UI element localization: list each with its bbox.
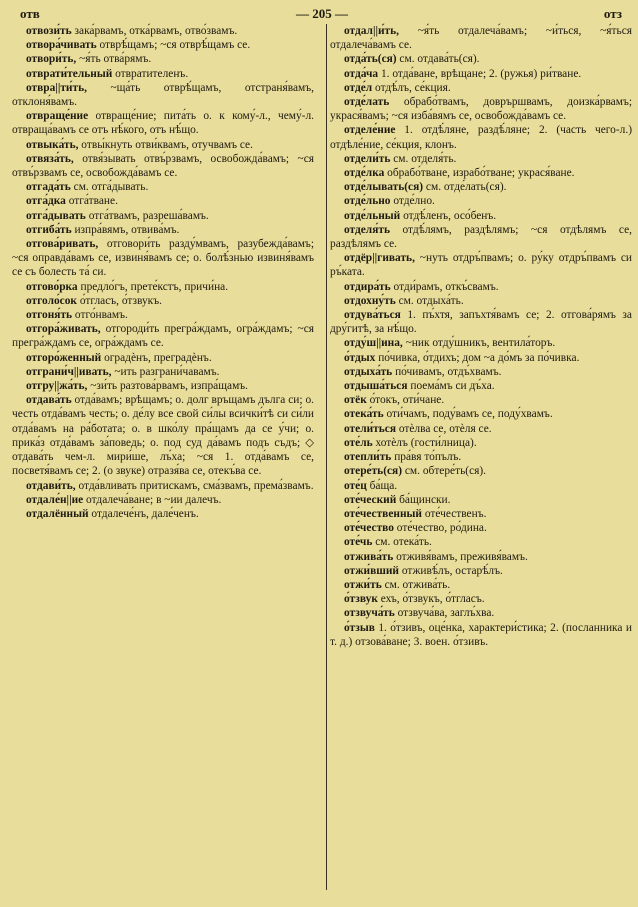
- dictionary-entry: отвяза́ть, отвя́зывать отвъ́рзвамъ, освобожда́вамъ; ~ся отвъ́рзвамъ се, освобожда́вамъ се.: [12, 152, 314, 180]
- dictionary-entry: отвраще́ние отвраще́ние; пита́ть о. к кому́-л., чему́-л. отвраща́вамъ се отъ нѣ́кого, отъ нѣ́що.: [12, 110, 314, 137]
- dictionary-entry: отдели́ть см. отделя́ть.: [344, 152, 457, 165]
- dictionary-entry: отели́ться отѐлва се, отѐля се.: [344, 422, 492, 435]
- dictionary-entry: оте́чественный оте́чественъ.: [344, 507, 487, 520]
- dictionary-entry: отгора́живать, отгороди́ть прегра́ждамъ, огра́ждамъ; ~ся прегра́ждамъ се, огра́ждамъ се.: [12, 323, 314, 350]
- dictionary-entry: отгоро́женный оградѐнъ, преградѐнъ.: [26, 351, 212, 364]
- dictionary-entry: отдохну́ть см. отдыха́ть.: [344, 294, 464, 307]
- dictionary-entry: отграни́ч||ивать, ~ить разграни́чавамъ.: [26, 365, 220, 378]
- dictionary-entry: отде́льно отде́лно.: [344, 195, 435, 208]
- header-right-guideword: отз: [603, 6, 622, 21]
- dictionary-entry: отгада́ть см. отга́дывать.: [26, 181, 149, 194]
- dictionary-entry: отде́лывать(ся) см. отде́лать(ся).: [344, 181, 507, 194]
- page-header: [12, 4, 632, 24]
- dictionary-entry: отдава́ть отда́вамъ; врѣщамъ; о. долг връщамъ дълга си; о. честь отда́вамъ честь; о. де́лу все свой си́лы всички́тѣ си си́ли отда́вамъ на ра́ботата; о. в шко́лу пра́щамъ да се у́чи; о. прика́з отда́вамъ за́поведь; о. под суд да́вамъ подъ съдъ; ◇ отдава́ть чем-л. мири́ше, лъ́ха; ~ся 1. отда́вамъ се, посветя́вамъ се; 2. (о звуке) отразя́ва се, отекъ́ва се.: [12, 394, 314, 478]
- columns: [12, 24, 632, 649]
- dictionary-entry: отдёр||гивать, ~нуть отдръ́пвамъ; о. ру́ку отдръ́пвамъ си ръ́ката.: [330, 252, 632, 279]
- dictionary-entry: отду́ш||ина, ~ник отду́шникъ, вентила́торъ.: [344, 337, 556, 350]
- dictionary-entry: отгру||жа́ть, ~зи́ть разтова́рвамъ, изпра́щамъ.: [26, 380, 249, 393]
- dictionary-entry: отда́ча 1. отда́ване, врѣщане; 2. (ружья) ри́тване.: [344, 67, 582, 80]
- dictionary-entry: отепли́ть пра́вя то́пълъ.: [344, 451, 462, 464]
- dictionary-entry: отделе́ние 1. отдѣ́ляне, раздѣ́ляне; 2. (часть чего-л.) отдѣле́ние, се́кция, клонъ.: [330, 124, 632, 151]
- dictionary-entry: отда́ть(ся) см. отдава́ть(ся).: [344, 53, 480, 66]
- dictionary-entry: отгово́рка предло́гъ, прете́кстъ, причи́на.: [26, 280, 229, 293]
- dictionary-entry: о́тзвук ехъ, о́тзвукъ, о́тгласъ.: [344, 593, 485, 606]
- dictionary-entry: отде́льный отдѣ́ленъ, осо́бенъ.: [344, 209, 497, 222]
- dictionary-entry: отга́дка отга́тване.: [26, 195, 118, 208]
- dictionary-entry: отжива́ть отживя́вамъ, преживя́вамъ.: [344, 550, 528, 563]
- dictionary-entry: отека́ть оти́чамъ, поду́вамъ се, поду́хвамъ.: [344, 408, 553, 421]
- dictionary-entry: отжи́ть см. отжива́ть.: [344, 578, 451, 591]
- dictionary-entry: отдыха́ть по́чивамъ, отдъ́хвамъ.: [344, 365, 502, 378]
- dictionary-entry: отвыка́ть, отвы́кнуть отви́квамъ, отучвамъ се.: [26, 138, 253, 151]
- dictionary-entry: о́тдых по́чивка, о́тдихъ; дом ~а до́мъ за по́чивка.: [344, 351, 580, 364]
- dictionary-entry: отдал||и́ть, ~я́ть отдалеча́вамъ; ~и́ться, ~я́ться отдалеча́вамъ се.: [330, 25, 632, 52]
- dictionary-entry: отвора́чивать отврѣ́щамъ; ~ся отврѣ́щамъ се.: [26, 39, 251, 52]
- dictionary-entry: оте́чь см. отека́ть.: [344, 536, 432, 549]
- dictionary-entry: оте́ц ба́ща.: [344, 479, 398, 492]
- dictionary-entry: отдира́ть отди́рамъ, откъ́свамъ.: [344, 280, 499, 293]
- dictionary-entry: отдува́ться 1. пъ́хтя, запъхтя́вамъ се; 2. отгова́рямъ за дру́гитѣ, за нѣ́що.: [330, 309, 632, 336]
- dictionary-entry: оте́ческий ба́щински.: [344, 493, 451, 506]
- dictionary-entry: отдалённый отдалече́нъ, дале́ченъ.: [26, 507, 199, 520]
- dictionary-entry: отвра||ти́ть, ~ща́ть отврѣ́щамъ, отстраня́вамъ, отклоня́вамъ.: [12, 81, 314, 109]
- dictionary-entry: отере́ть(ся) см. обтере́ть(ся).: [344, 465, 486, 478]
- dictionary-entry: отзвуча́ть отзвуча́ва, заглъ́хва.: [344, 607, 495, 620]
- dictionary-entry: отдави́ть, отда́вливать притискамъ, сма́звамъ, према́звамъ.: [26, 479, 314, 492]
- page-number: — 205 —: [296, 6, 348, 21]
- dictionary-entry: отделя́ть отдѣ́лямъ, раздѣлямъ; ~ся отдѣлямъ се, раздѣлямъ се.: [330, 223, 632, 251]
- header-left-guideword: отв: [20, 6, 40, 21]
- dictionary-entry: отвори́ть, ~я́ть отва́рямъ.: [26, 53, 152, 66]
- dictionary-entry: оте́чество оте́чество, ро́дина.: [344, 522, 487, 535]
- dictionary-entry: отгоня́ть отго́нвамъ.: [26, 309, 128, 322]
- dictionary-entry: отжи́вший отживѣ́лъ, остарѣ́лъ.: [344, 564, 503, 577]
- dictionary-entry: отвози́ть зака́рвамъ, отка́рвамъ, отво́звамъ.: [26, 25, 238, 37]
- dictionary-entry: отде́л отдѣ́лъ, се́кция.: [344, 81, 451, 94]
- dictionary-entry: отголо́сок о́тгласъ, о́тзвукъ.: [26, 294, 162, 307]
- dictionary-entry: отёк о́токъ, оти́чане.: [344, 394, 445, 407]
- dictionary-entry: отде́лать обрабо́твамъ, доврършвамъ, доизка́рвамъ; украся́вамъ; ~ся изба́вямъ се, освобожда́вамъ се.: [330, 96, 632, 123]
- dictionary-entry: отде́лка обрабо́тване, израбо́тване; украся́ване.: [344, 167, 575, 180]
- right-column: [322, 24, 632, 649]
- dictionary-entry: оте́ль хотѐлъ (гости́лница).: [344, 436, 477, 449]
- left-column: [12, 24, 322, 649]
- dictionary-entry: о́тзыв 1. о́тзивъ, оце́нка, характери́стика; 2. (посланника и т. д.) отзова́ване; 3. воен. о́тзивъ.: [330, 621, 632, 648]
- dictionary-entry: отга́дывать отга́твамъ, разреша́вамъ.: [26, 209, 209, 222]
- dictionary-entry: отгова́ривать, отговори́ть разду́мвамъ, разубежда́вамъ; ~ся оправда́вамъ се, извиня́вамъ се; о. болѣ́знью извиня́вамъ се съ болесть та́ си.: [12, 238, 314, 279]
- dictionary-entry: отврати́тельный отвратителенъ.: [26, 67, 189, 80]
- column-divider: [326, 24, 327, 890]
- dictionary-entry: отдыша́ться поема́мъ си дъ́ха.: [344, 380, 495, 393]
- dictionary-entry: отдале́н||ие отдалеча́ване; в ~ии далечъ.: [26, 493, 222, 506]
- dictionary-entry: отгиба́ть изпра́вямъ, отвива́мъ.: [26, 223, 180, 236]
